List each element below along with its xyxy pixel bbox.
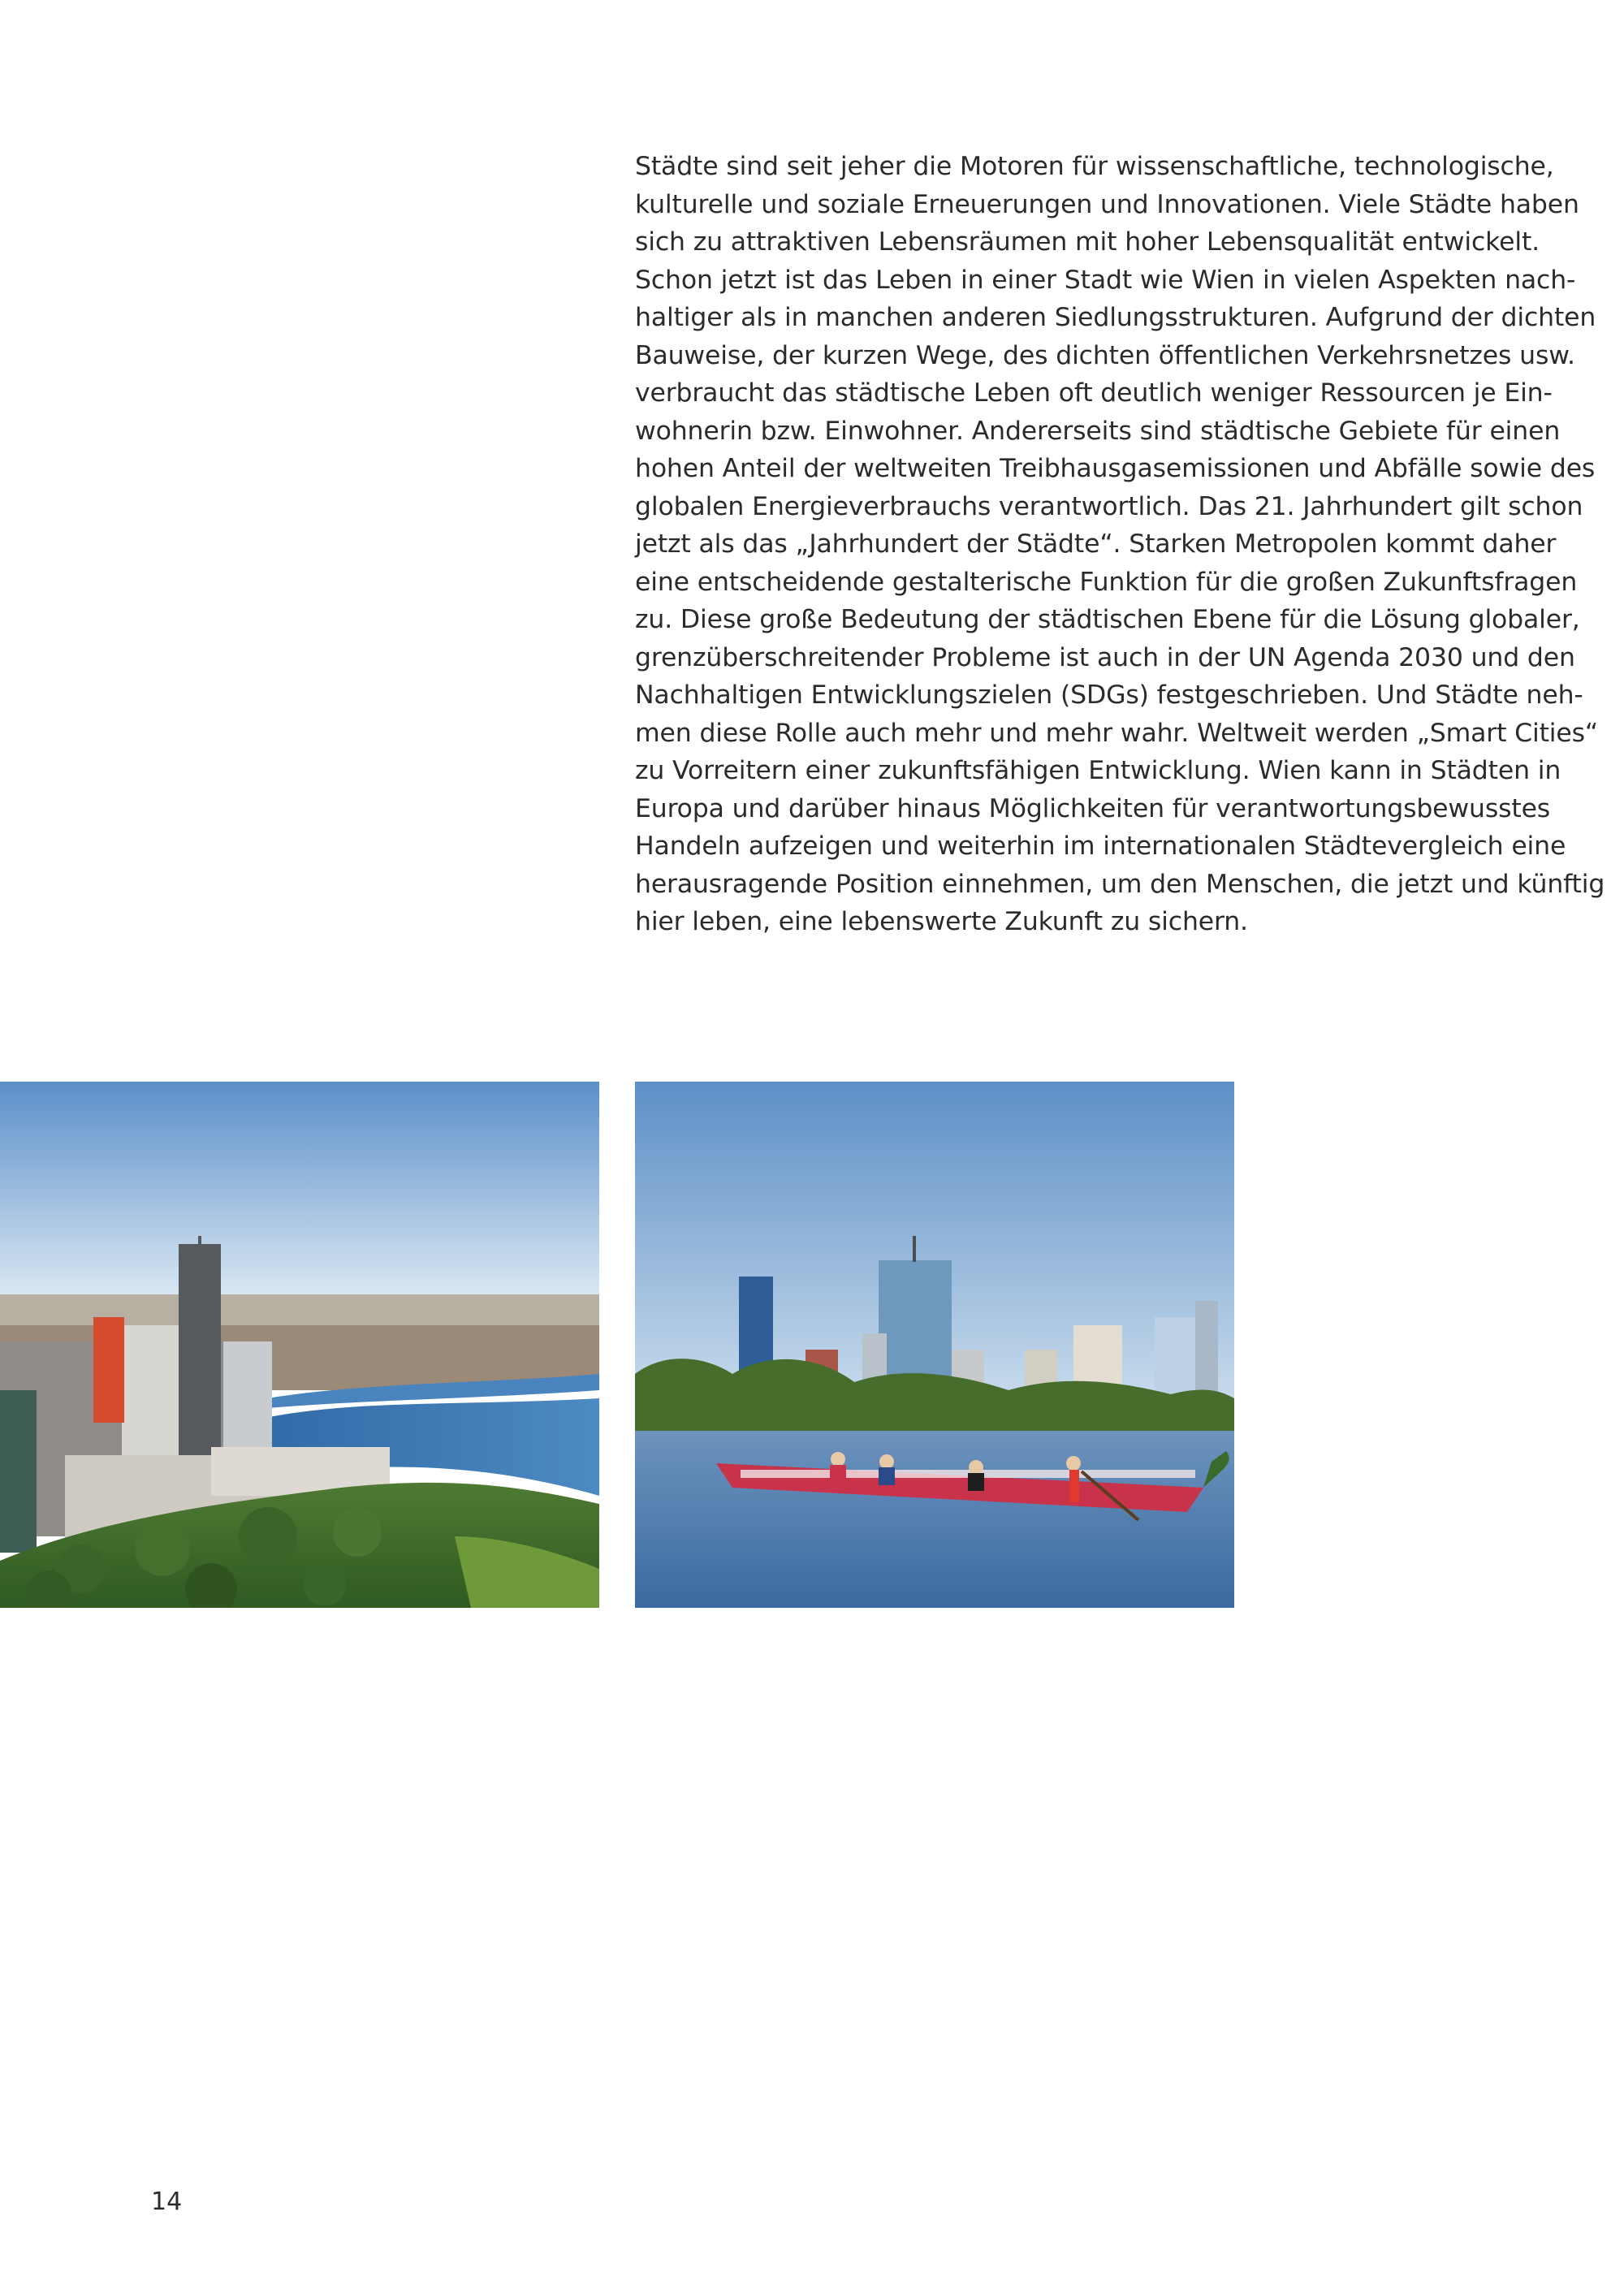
dragon-boat-skyline-photo (635, 1082, 1234, 1608)
body-line: Nachhaltigen Entwicklungszielen (SDGs) festgeschrieben. Und Städte neh- (635, 680, 1583, 710)
body-line: verbraucht das städtische Leben oft deutlich weniger Ressourcen je Ein- (635, 378, 1553, 408)
body-line: Schon jetzt ist das Leben in einer Stadt wie Wien in vielen Aspekten nach- (635, 265, 1576, 295)
body-line: Städte sind seit jeher die Motoren für wissenschaftliche, technologische, (635, 152, 1554, 181)
dragon-boat-skyline-photo-svg (635, 1082, 1234, 1608)
aerial-city-river-photo-svg (0, 1082, 599, 1608)
body-line: hier leben, eine lebenswerte Zukunft zu sichern. (635, 907, 1248, 936)
aerial-city-river-photo (0, 1082, 599, 1608)
body-line: wohnerin bzw. Einwohner. Andererseits sind städtische Gebiete für einen (635, 416, 1561, 446)
body-line: hohen Anteil der weltweiten Treibhausgasemissionen und Abfälle sowie des (635, 454, 1596, 483)
body-line: kulturelle und soziale Erneuerungen und Innovationen. Viele Städte haben (635, 189, 1579, 219)
body-line: Europa und darüber hinaus Möglichkeiten für verantwortungsbewusstes (635, 793, 1551, 823)
body-line: Handeln aufzeigen und weiterhin im internationalen Städtevergleich eine (635, 832, 1566, 861)
body-line: herausragende Position einnehmen, um den Menschen, die jetzt und künftig (635, 869, 1605, 899)
body-line: globalen Energieverbrauchs verantwortlich. Das 21. Jahrhundert gilt schon (635, 491, 1583, 521)
body-line: grenzüberschreitender Probleme ist auch in der UN Agenda 2030 und den (635, 642, 1575, 672)
body-line: Bauweise, der kurzen Wege, des dichten öffentlichen Verkehrsnetzes usw. (635, 340, 1575, 370)
body-line: men diese Rolle auch mehr und mehr wahr. Weltweit werden „Smart Cities“ (635, 718, 1599, 748)
body-line: sich zu attraktiven Lebensräumen mit hoher Lebensqualität entwickelt. (635, 227, 1540, 257)
body-line: eine entscheidende gestalterische Funktion für die großen Zukunftsfragen (635, 567, 1578, 597)
page-number: 14 (151, 2188, 183, 2216)
body-line: zu Vorreitern einer zukunftsfähigen Entwicklung. Wien kann in Städten in (635, 756, 1561, 785)
body-paragraph (635, 148, 1609, 941)
body-line: zu. Diese große Bedeutung der städtischen Ebene für die Lösung globaler, (635, 605, 1580, 634)
body-line: haltiger als in manchen anderen Siedlungsstrukturen. Aufgrund der dichten (635, 303, 1596, 332)
body-line: jetzt als das „Jahrhundert der Städte“. Starken Metropolen kommt daher (635, 529, 1557, 559)
